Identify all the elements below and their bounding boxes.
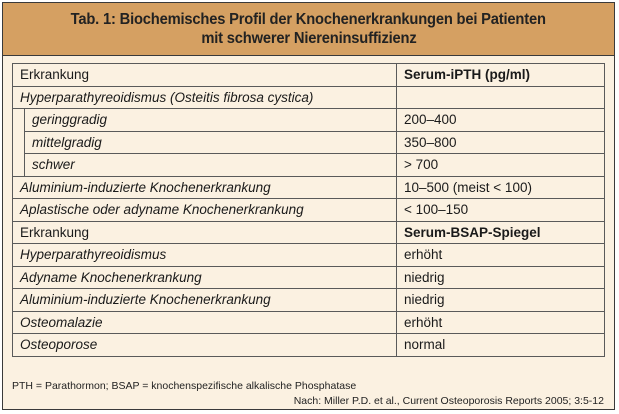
row-disease: Hyperparathyreoidismus (Osteitis fibrosa cystica) <box>13 86 397 109</box>
row-value: 200–400 <box>397 109 605 132</box>
row-indent-spacer <box>13 131 25 154</box>
table-header-row <box>13 64 605 87</box>
row-disease: geringgradig <box>25 109 397 132</box>
row-value: niedrig <box>397 266 605 289</box>
row-value: > 700 <box>397 154 605 177</box>
abbreviation-note: PTH = Parathormon; BSAP = knochenspezifische alkalische Phosphatase <box>12 380 357 392</box>
row-disease: mittelgradig <box>25 131 397 154</box>
row-disease: Hyperparathyreoidismus <box>13 244 397 267</box>
row-value: erhöht <box>397 311 605 334</box>
header-parameter: Serum-BSAP-Spiegel <box>397 221 605 244</box>
table-row <box>13 131 605 154</box>
source-note: Nach: Miller P.D. et al., Current Osteoporosis Reports 2005; 3:5-12 <box>293 395 604 407</box>
row-value: 350–800 <box>397 131 605 154</box>
table-row <box>13 154 605 177</box>
table-row <box>13 109 605 132</box>
table-row <box>13 86 605 109</box>
row-value: < 100–150 <box>397 199 605 222</box>
row-value: erhöht <box>397 244 605 267</box>
table-row <box>13 244 605 267</box>
table-row <box>13 176 605 199</box>
bone-disease-table <box>12 63 605 357</box>
title-line-1: Tab. 1: Biochemisches Profil der Knochenerkrankungen bei Patienten <box>70 11 547 28</box>
table-row <box>13 334 605 357</box>
row-value: niedrig <box>397 289 605 312</box>
table-row <box>13 311 605 334</box>
row-value <box>397 86 605 109</box>
header-disease: Erkrankung <box>13 221 397 244</box>
row-disease: Aplastische oder adyname Knochenerkrankung <box>13 199 397 222</box>
row-disease: Aluminium-induzierte Knochenerkrankung <box>13 176 397 199</box>
row-value: normal <box>397 334 605 357</box>
row-indent-spacer <box>13 109 25 132</box>
table-header-row <box>13 221 605 244</box>
table-row <box>13 266 605 289</box>
row-disease: Osteomalazie <box>13 311 397 334</box>
header-disease: Erkrankung <box>13 64 397 87</box>
table-title <box>3 3 614 56</box>
row-disease: Adyname Knochenerkrankung <box>13 266 397 289</box>
row-value: 10–500 (meist < 100) <box>397 176 605 199</box>
row-disease: Aluminium-induzierte Knochenerkrankung <box>13 289 397 312</box>
table-row <box>13 289 605 312</box>
table-row <box>13 199 605 222</box>
row-indent-spacer <box>13 154 25 177</box>
row-disease: Osteoporose <box>13 334 397 357</box>
title-line-2: mit schwerer Niereninsuffizienz <box>200 30 417 47</box>
table-frame <box>2 2 615 410</box>
row-disease: schwer <box>25 154 397 177</box>
header-parameter: Serum-iPTH (pg/ml) <box>397 64 605 87</box>
